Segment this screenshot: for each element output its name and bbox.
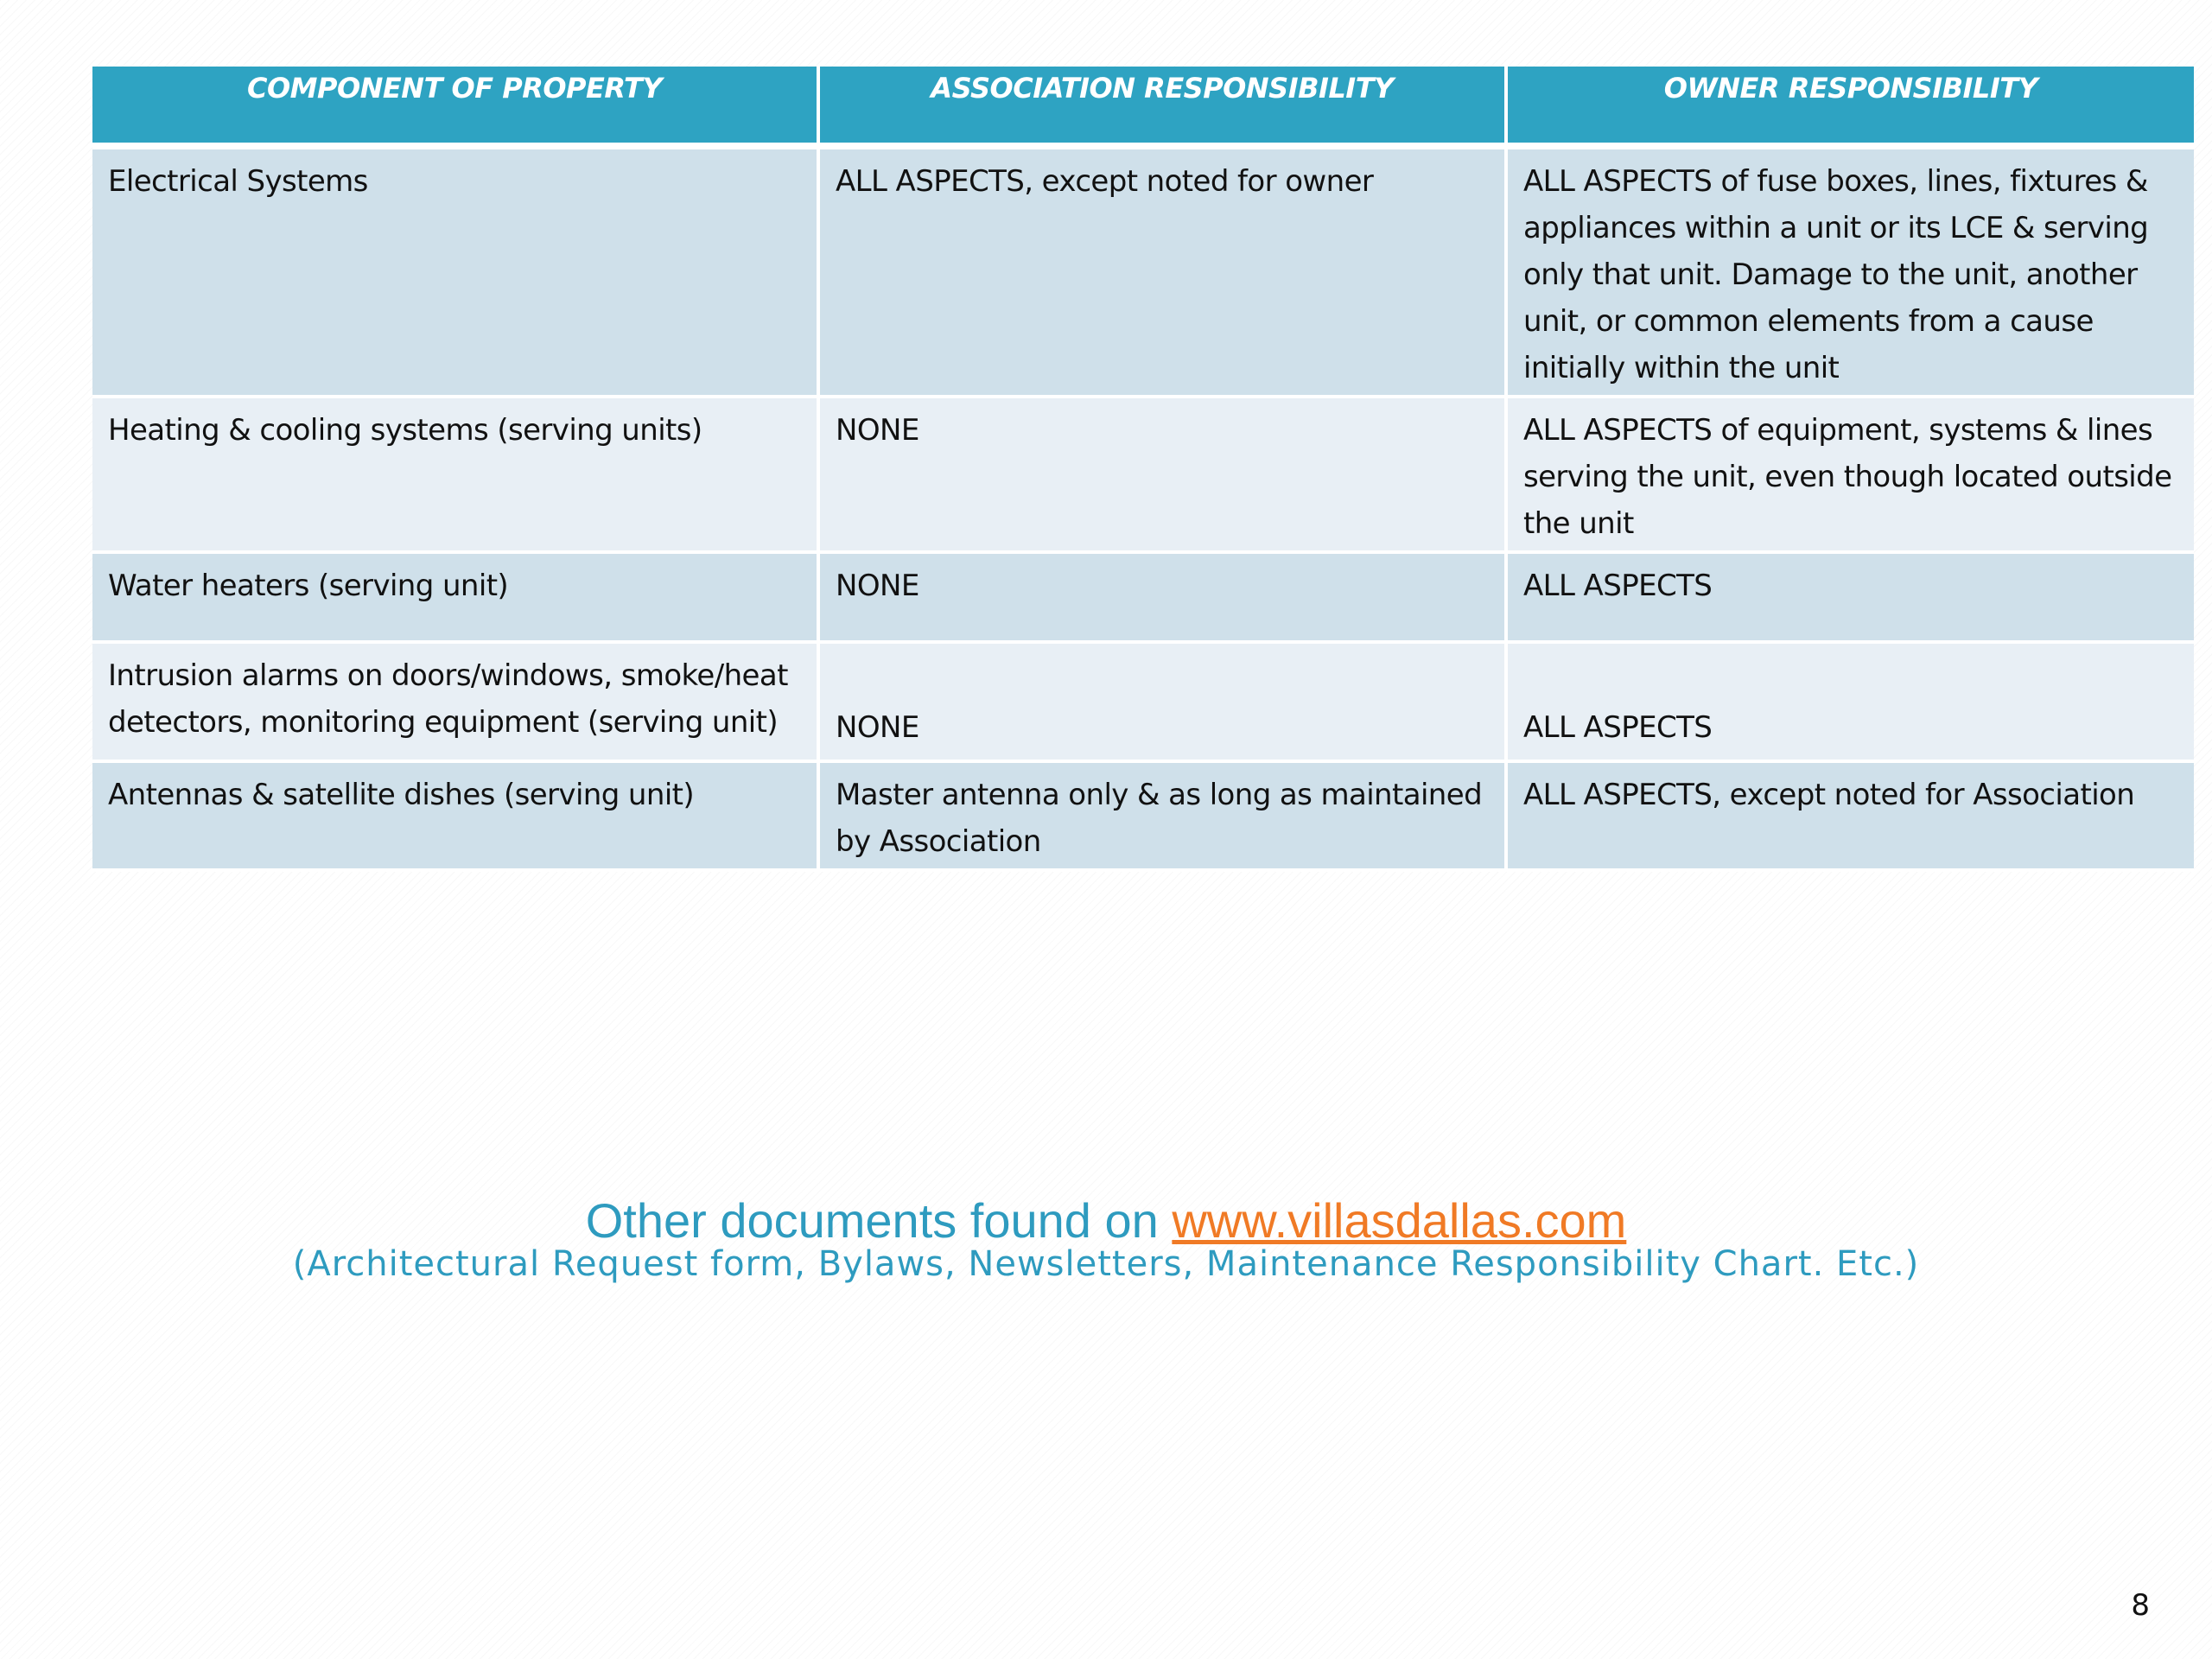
table-header-row <box>92 67 2194 146</box>
cell-component: Electrical Systems <box>92 146 818 397</box>
table-row <box>92 397 2194 552</box>
cell-association: NONE <box>818 552 1506 642</box>
cell-association: NONE <box>818 397 1506 552</box>
cell-component: Antennas & satellite dishes (serving unit) <box>92 761 818 870</box>
cell-owner: ALL ASPECTS <box>1506 552 2194 642</box>
header-association: ASSOCIATION RESPONSIBILITY <box>818 67 1506 146</box>
table-row <box>92 552 2194 642</box>
footer-document-list: (Architectural Request form, Bylaws, Newsletters, Maintenance Responsibility Chart. Etc.) <box>292 1244 1920 1284</box>
footer-prefix: Other documents found on <box>585 1193 1173 1248</box>
table-row <box>92 761 2194 870</box>
header-owner: OWNER RESPONSIBILITY <box>1506 67 2194 146</box>
page-number: 8 <box>2131 1588 2150 1623</box>
cell-component: Intrusion alarms on doors/windows, smoke/heat detectors, monitoring equipment (serving unit) <box>92 642 818 761</box>
villasdallas-link[interactable]: www.villasdallas.com <box>1172 1193 1627 1248</box>
table-row <box>92 146 2194 397</box>
table-row <box>92 642 2194 761</box>
responsibility-table <box>92 67 2194 872</box>
footer-documents-line <box>0 1192 2212 1249</box>
cell-association: ALL ASPECTS, except noted for owner <box>818 146 1506 397</box>
cell-component: Heating & cooling systems (serving units) <box>92 397 818 552</box>
cell-owner: ALL ASPECTS of fuse boxes, lines, fixtures & appliances within a unit or its LCE & serving only that unit. Damage to the unit, another unit, or common elements from a cause initially within the unit <box>1506 146 2194 397</box>
cell-component: Water heaters (serving unit) <box>92 552 818 642</box>
header-component: COMPONENT OF PROPERTY <box>92 67 818 146</box>
cell-association: Master antenna only & as long as maintained by Association <box>818 761 1506 870</box>
cell-owner: ALL ASPECTS <box>1506 642 2194 761</box>
cell-owner: ALL ASPECTS of equipment, systems & lines serving the unit, even though located outside the unit <box>1506 397 2194 552</box>
cell-association: NONE <box>818 642 1506 761</box>
cell-owner: ALL ASPECTS, except noted for Association <box>1506 761 2194 870</box>
